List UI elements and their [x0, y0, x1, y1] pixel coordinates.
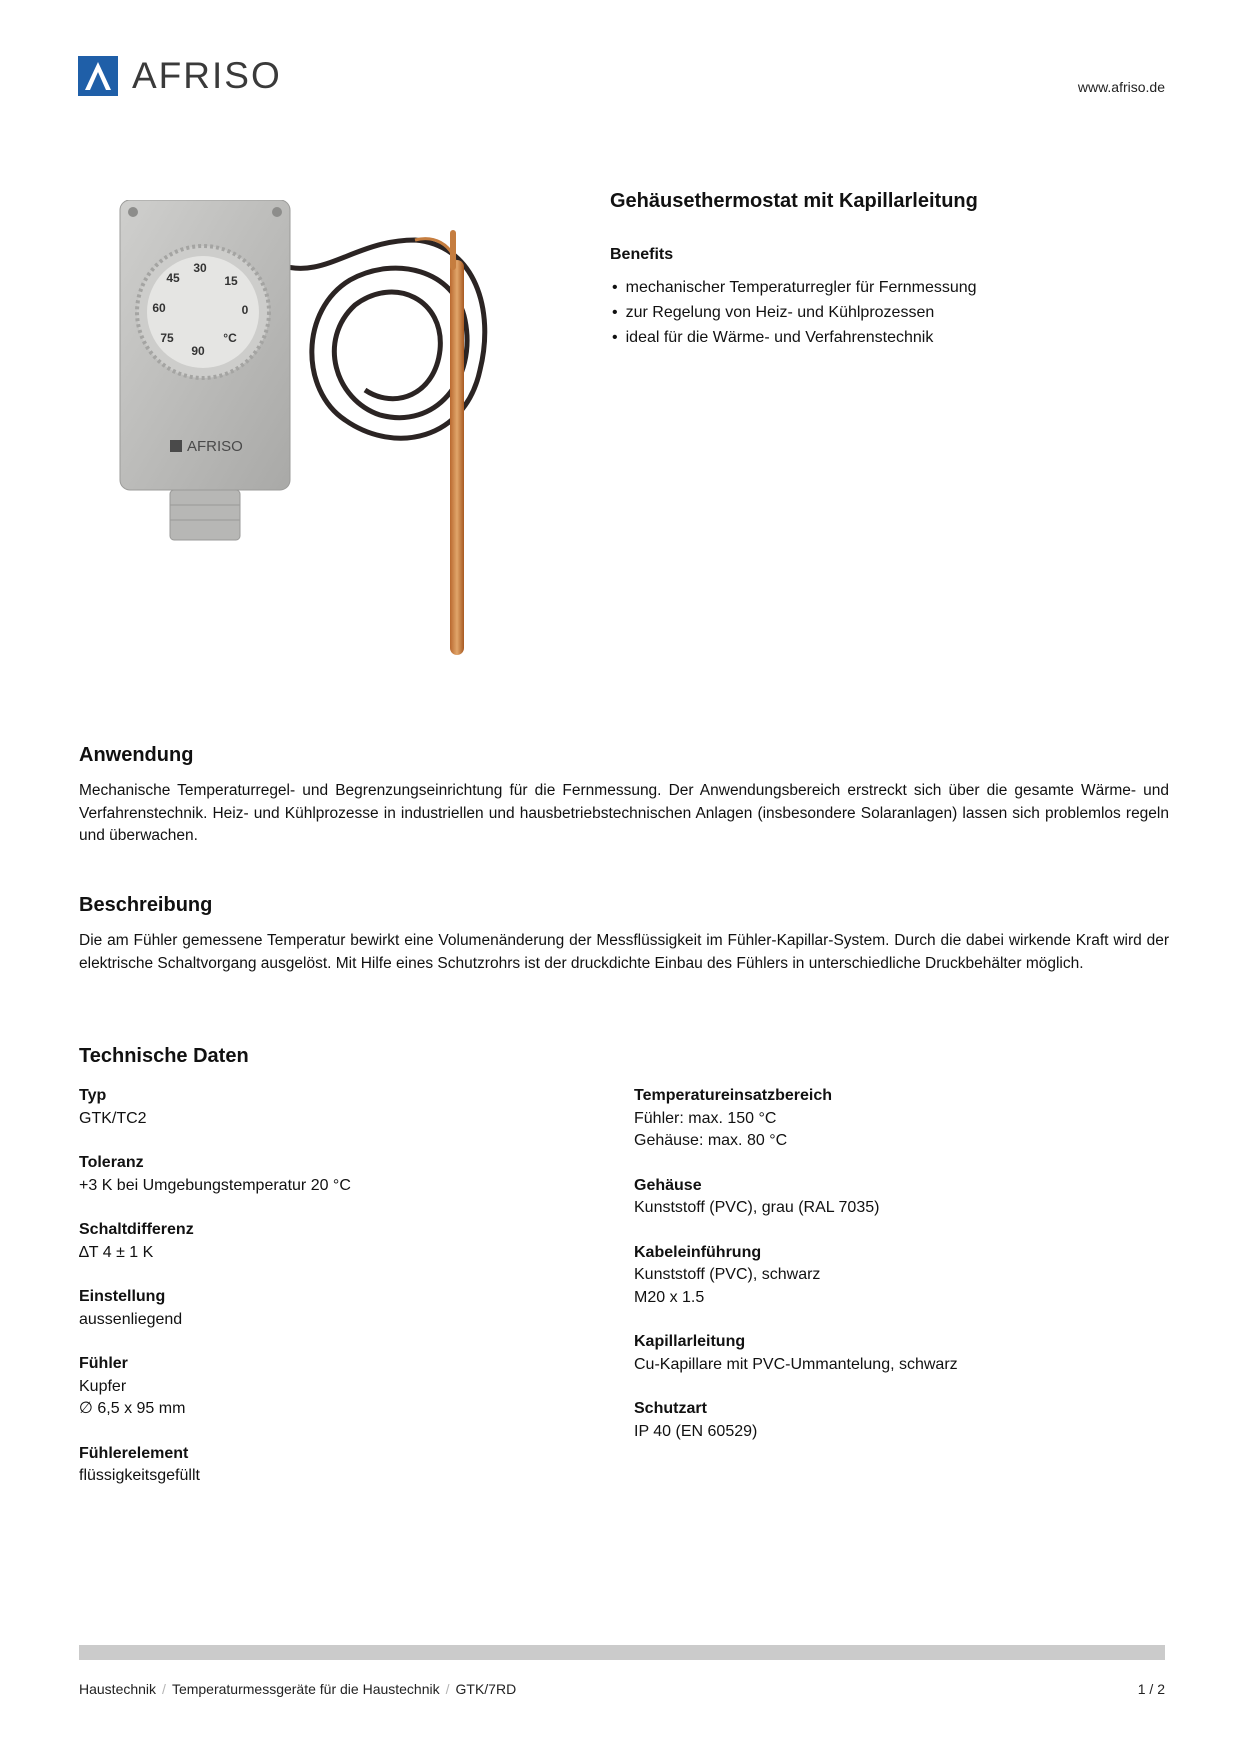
- spec-typ: [79, 1085, 599, 1130]
- spec-fuehlerelement: [79, 1443, 599, 1488]
- spec-gehaeuse: [634, 1175, 1154, 1220]
- dial-label: 30: [193, 261, 207, 275]
- spec-value: Kunststoff (PVC), schwarz: [634, 1266, 821, 1283]
- spec-value: ∅ 6,5 x 95 mm: [79, 1400, 186, 1417]
- spec-label: Gehäuse: [634, 1176, 702, 1194]
- spec-value: Gehäuse: max. 80 °C: [634, 1132, 788, 1149]
- tech-data-right-column: [634, 1085, 1154, 1465]
- beschreibung-text: Die am Fühler gemessene Temperatur bewirkt eine Volumenänderung der Messflüssigkeit im Fühler-Kapillar-System. Durch die dabei wirkende Kraft wird der elektrische Schaltvorgang ausgelöst. Mit Hilfe eines Schutzrohrs ist der druckdichte Einbau des Fühlers in unterschiedliche Druckbehälter möglich.: [79, 932, 1169, 972]
- breadcrumb-separator: /: [162, 1681, 166, 1697]
- technische-daten-heading: Technische Daten: [79, 1045, 249, 1067]
- website-url[interactable]: www.afriso.de: [1077, 79, 1165, 95]
- spec-value: Kupfer: [79, 1377, 127, 1395]
- spec-label: Typ: [79, 1087, 107, 1104]
- spec-value: Kunststoff (PVC), grau (RAL 7035): [634, 1199, 880, 1216]
- benefit-item: • mechanischer Temperaturregler für Fernmessung: [612, 275, 977, 300]
- spec-value: GTK/TC2: [79, 1109, 147, 1127]
- afriso-logo: [78, 55, 282, 97]
- dial-label: 75: [160, 331, 174, 345]
- breadcrumb-item[interactable]: Temperaturmessgeräte für die Haustechnik: [171, 1681, 440, 1697]
- spec-label: Schaltdifferenz: [79, 1221, 194, 1238]
- breadcrumb: [79, 1681, 516, 1697]
- spec-toleranz: [79, 1152, 599, 1197]
- footer-divider: [79, 1645, 1165, 1660]
- dial-label: 15: [224, 274, 238, 288]
- beschreibung-heading: Beschreibung: [79, 894, 213, 916]
- spec-value: IP 40 (EN 60529): [634, 1422, 758, 1440]
- breadcrumb-separator: /: [445, 1681, 450, 1697]
- spec-label: Fühler: [79, 1355, 128, 1372]
- dial-label: 0: [241, 303, 249, 317]
- dial-label: 45: [166, 271, 180, 285]
- spec-kabeleinfuehrung: [634, 1242, 1154, 1310]
- spec-value: Fühler: max. 150 °C: [634, 1109, 777, 1127]
- spec-label: Schutzart: [634, 1400, 707, 1417]
- tech-data-left-column: [79, 1085, 599, 1510]
- spec-kapillarleitung: [634, 1331, 1154, 1376]
- spec-fuehler: [79, 1353, 599, 1421]
- brand-name: AFRISO: [132, 55, 282, 96]
- benefits-list: [612, 275, 977, 350]
- spec-value: +3 K bei Umgebungstemperatur 20 °C: [79, 1176, 351, 1194]
- spec-value: ∆T 4 ± 1 K: [79, 1243, 154, 1261]
- dial-label: 90: [191, 344, 205, 358]
- housing-brand-label: AFRISO: [187, 438, 243, 455]
- breadcrumb-item[interactable]: Haustechnik: [79, 1681, 157, 1697]
- spec-label: Einstellung: [79, 1288, 166, 1305]
- benefit-item: • ideal für die Wärme- und Verfahrenstechnik: [612, 325, 977, 350]
- spec-value: M20 x 1.5: [634, 1288, 705, 1306]
- benefits-heading: Benefits: [610, 246, 674, 263]
- product-title: Gehäusethermostat mit Kapillarleitung: [610, 190, 978, 212]
- product-photo: [95, 200, 555, 670]
- spec-label: Toleranz: [79, 1154, 144, 1171]
- spec-temperatureinsatzbereich: [634, 1085, 1154, 1153]
- spec-label: Kapillarleitung: [634, 1333, 746, 1350]
- spec-value: aussenliegend: [79, 1310, 183, 1328]
- spec-label: Kabeleinführung: [634, 1243, 762, 1261]
- anwendung-heading: Anwendung: [79, 744, 194, 766]
- spec-value: Cu-Kapillare mit PVC-Ummantelung, schwarz: [634, 1355, 958, 1373]
- dial-label: °C: [223, 331, 237, 345]
- spec-schaltdifferenz: [79, 1219, 599, 1264]
- anwendung-text: Mechanische Temperaturregel- und Begrenzungseinrichtung für die Fernmessung. Der Anwendungsbereich erstreckt sich über die gesamte Wärme- und Verfahrenstechnik. Heiz- und Kühlprozesse in industriellen und hausbetriebstechnischen Anlagen (insbesondere Solaranlagen) lassen sich problemlos regeln und überwachen.: [79, 782, 1169, 844]
- page-number: 1 / 2: [1137, 1681, 1165, 1697]
- dial-label: 60: [152, 301, 166, 315]
- afriso-triangle-icon: [78, 56, 118, 96]
- benefit-item: • zur Regelung von Heiz- und Kühlprozessen: [612, 300, 977, 325]
- spec-schutzart: [634, 1398, 1154, 1443]
- spec-label: Temperatureinsatzbereich: [634, 1087, 832, 1104]
- spec-einstellung: [79, 1286, 599, 1331]
- spec-label: Fühlerelement: [79, 1444, 189, 1462]
- spec-value: flüssigkeitsgefüllt: [79, 1467, 200, 1484]
- breadcrumb-item[interactable]: GTK/7RD: [455, 1681, 517, 1697]
